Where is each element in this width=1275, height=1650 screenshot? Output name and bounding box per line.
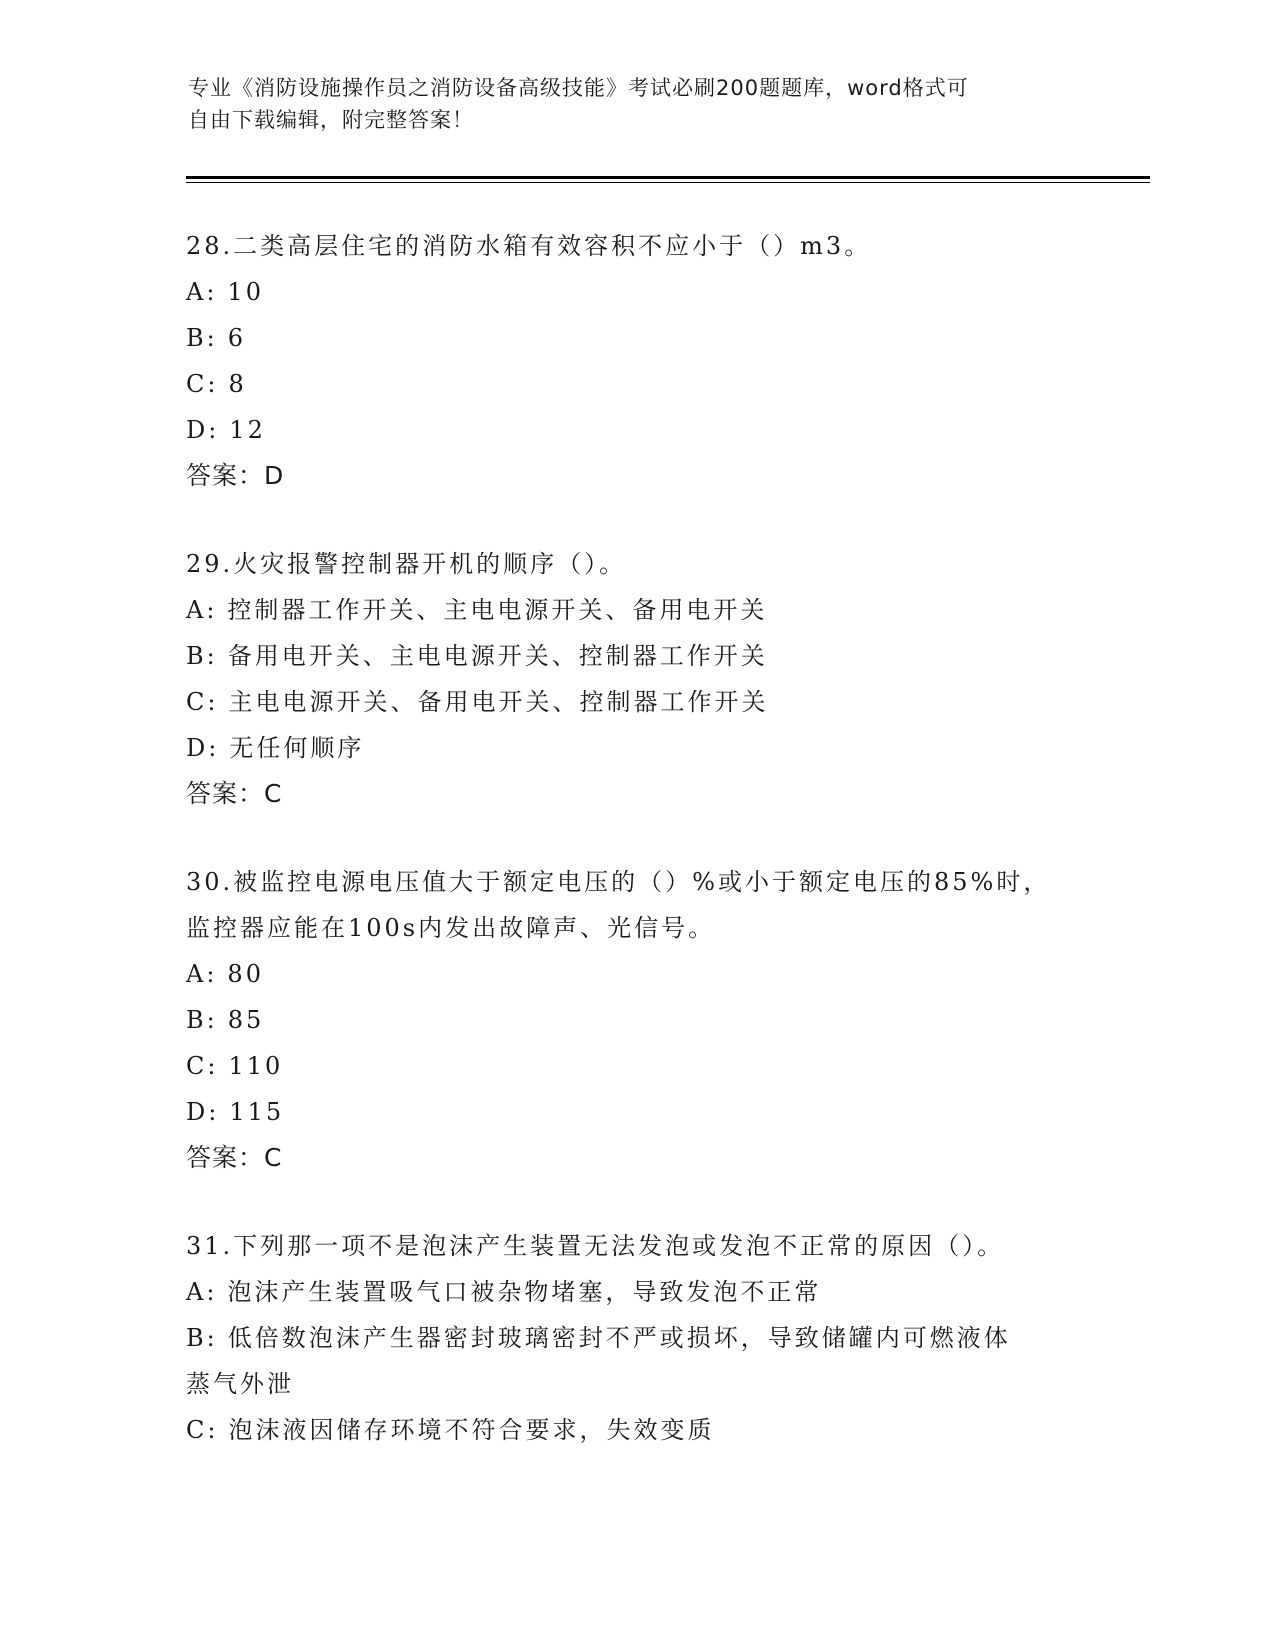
option-label: B: xyxy=(186,642,218,670)
option-c xyxy=(186,679,1086,725)
option-text: 6 xyxy=(227,324,247,352)
option-c xyxy=(186,361,1086,407)
option-d xyxy=(186,1089,1086,1135)
option-label: B: xyxy=(186,324,218,352)
option-a xyxy=(186,951,1086,997)
option-label: C: xyxy=(186,1052,219,1080)
header-line-1: 专业《消防设施操作员之消防设备高级技能》考试必刷200题题库，word格式可 xyxy=(188,76,969,100)
option-text: 备用电开关、主电电源开关、控制器工作开关 xyxy=(227,642,768,670)
option-b xyxy=(186,1315,1086,1361)
option-c xyxy=(186,1407,1086,1453)
document-header xyxy=(188,72,1088,136)
question-29 xyxy=(186,541,1086,817)
option-text: 10 xyxy=(227,278,264,306)
option-d xyxy=(186,725,1086,771)
option-d xyxy=(186,407,1086,453)
option-text: 85 xyxy=(227,1006,265,1034)
option-b-continuation: 蒸气外泄 xyxy=(186,1370,294,1398)
question-stem: 29.火灾报警控制器开机的顺序（）。 xyxy=(186,550,627,578)
option-label: A: xyxy=(186,278,218,306)
header-rule-thin xyxy=(186,182,1150,183)
option-label: A: xyxy=(186,960,218,988)
option-label: C: xyxy=(186,1416,219,1444)
question-stem: 28.二类高层住宅的消防水箱有效容积不应小于（）m3。 xyxy=(186,232,872,260)
header-rule-thick xyxy=(186,176,1150,179)
question-stem: 31.下列那一项不是泡沫产生装置无法发泡或发泡不正常的原因（）。 xyxy=(186,1232,1005,1260)
option-text: 80 xyxy=(227,960,264,988)
option-label: D: xyxy=(186,734,220,762)
question-stem-line-1: 30.被监控电源电压值大于额定电压的（）%或小于额定电压的85%时， xyxy=(186,868,1051,896)
answer-line: 答案：C xyxy=(186,779,283,808)
question-28 xyxy=(186,223,1086,499)
option-b xyxy=(186,633,1086,679)
question-stem-line-2: 监控器应能在100s内发出故障声、光信号。 xyxy=(186,914,716,942)
option-text: 110 xyxy=(228,1052,284,1080)
option-text: 115 xyxy=(229,1098,285,1126)
option-label: D: xyxy=(186,416,220,444)
option-label: B: xyxy=(186,1324,218,1352)
option-text: 12 xyxy=(229,416,266,444)
option-text: 主电电源开关、备用电开关、控制器工作开关 xyxy=(228,688,769,716)
answer-line: 答案：D xyxy=(186,461,285,490)
option-b xyxy=(186,315,1086,361)
answer-line: 答案：C xyxy=(186,1143,283,1172)
question-30 xyxy=(186,859,1086,1181)
option-label: B: xyxy=(186,1006,218,1034)
option-b xyxy=(186,997,1086,1043)
option-a xyxy=(186,1269,1086,1315)
option-a xyxy=(186,269,1086,315)
option-label: C: xyxy=(186,370,219,398)
option-text: 泡沫液因储存环境不符合要求，失效变质 xyxy=(228,1416,715,1444)
question-31 xyxy=(186,1223,1086,1453)
option-label: A: xyxy=(186,1278,218,1306)
option-c xyxy=(186,1043,1086,1089)
option-label: C: xyxy=(186,688,219,716)
header-line-2: 自由下载编辑，附完整答案！ xyxy=(188,108,474,132)
option-label: D: xyxy=(186,1098,220,1126)
option-text: 无任何顺序 xyxy=(229,734,365,762)
option-text: 泡沫产生装置吸气口被杂物堵塞，导致发泡不正常 xyxy=(227,1278,822,1306)
option-text: 低倍数泡沫产生器密封玻璃密封不严或损坏，导致储罐内可燃液体 xyxy=(227,1324,1011,1352)
option-a xyxy=(186,587,1086,633)
option-text: 8 xyxy=(228,370,247,398)
option-label: A: xyxy=(186,596,218,624)
option-text: 控制器工作开关、主电电源开关、备用电开关 xyxy=(227,596,768,624)
